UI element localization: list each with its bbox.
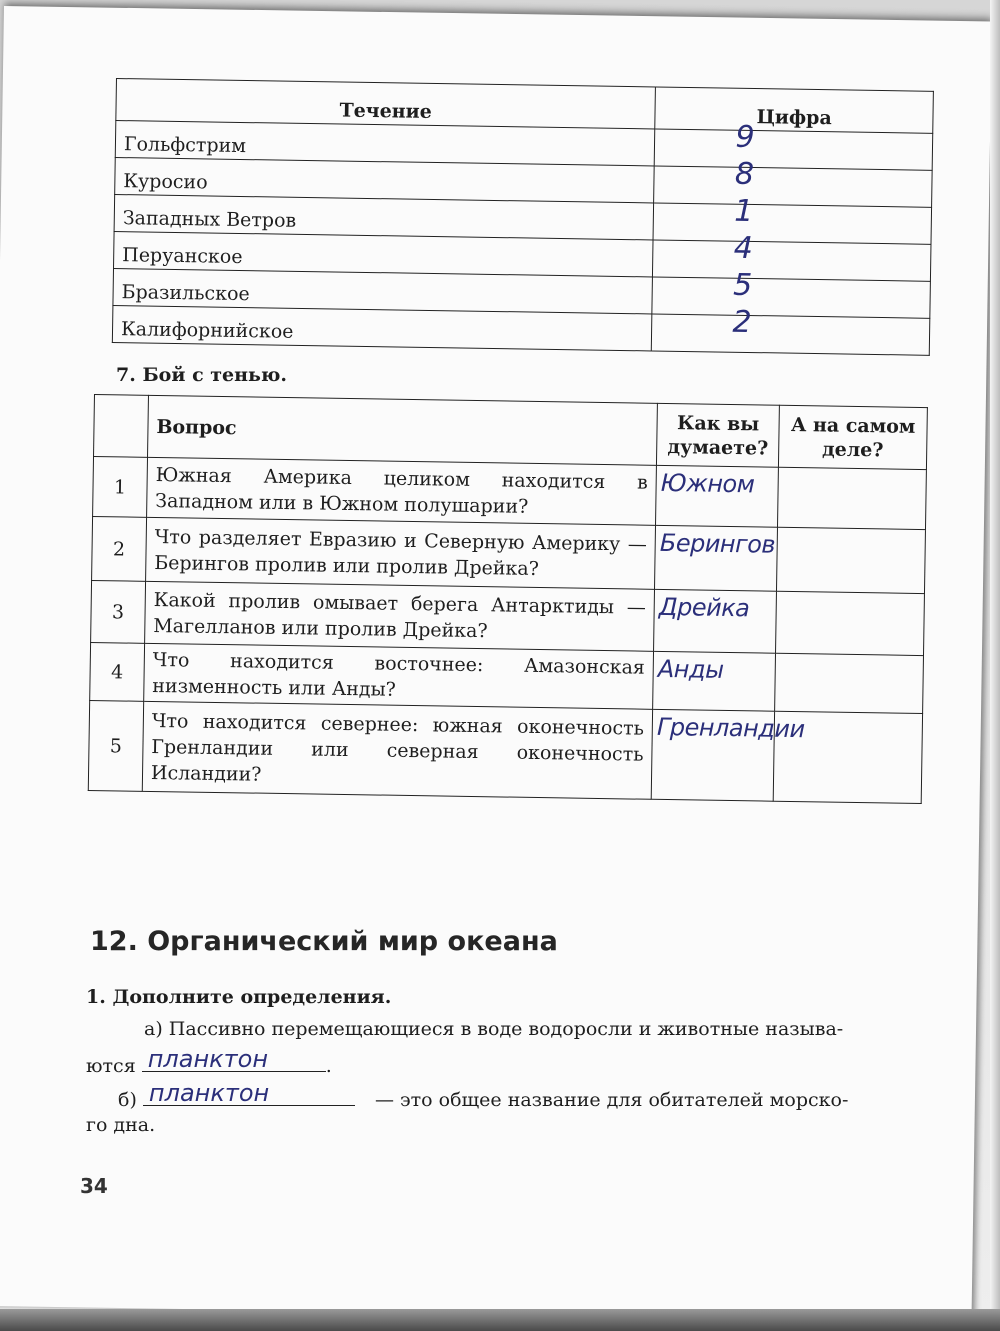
question-number: 2 [92, 516, 147, 581]
guess-cell[interactable] [655, 525, 778, 591]
currents-table [112, 78, 934, 356]
actual-cell[interactable] [778, 467, 927, 529]
digit-cell[interactable] [655, 119, 933, 170]
header-your-guess: Как вы думаете? [657, 403, 780, 467]
question-text: Что находится севернее: южная оконечность Гренландии или северная оконечность Исландии? [142, 701, 653, 799]
guess-cell[interactable] [653, 651, 776, 711]
header-current: Течение [116, 79, 656, 129]
current-name: Бразильское [113, 268, 653, 313]
definition-b-line2: го дна. [86, 1114, 156, 1136]
guess-cell[interactable] [654, 589, 777, 653]
handwritten-answer: Анды [657, 654, 724, 684]
definition-b-line1 [118, 1079, 849, 1111]
handwritten-answer: планктон [147, 1045, 269, 1073]
page-number: 34 [80, 1174, 108, 1198]
header-digit: Цифра [655, 87, 933, 133]
handwritten-digit: 4 [733, 230, 754, 267]
actual-cell[interactable] [777, 527, 926, 593]
definition-a-line2 [86, 1045, 332, 1077]
definition-a-period: . [325, 1055, 332, 1077]
digit-cell[interactable] [653, 230, 931, 281]
definition-a-blank[interactable] [142, 1045, 326, 1073]
handwritten-digit: 9 [735, 119, 755, 156]
question-text: Южная Америка целиком находится в Западном или в Южном полушарии? [147, 457, 657, 525]
definition-b-prefix: б) [118, 1089, 137, 1111]
current-name: Перуанское [114, 231, 654, 276]
handwritten-digit: 8 [734, 156, 755, 193]
definition-a-line1: а) Пассивно перемещающиеся в воде водоросли и животные называ- [144, 1018, 844, 1040]
definition-b-text: — это общее название для обитателей морско- [374, 1089, 849, 1111]
handwritten-answer: Южном [660, 468, 755, 499]
shadow-fight-table [88, 394, 928, 804]
guess-cell[interactable] [656, 465, 779, 527]
question-text: Что находится восточнее: Амазонская низменность или Анды? [144, 643, 654, 709]
question-number: 4 [90, 642, 145, 701]
handwritten-digit: 2 [732, 304, 752, 341]
digit-cell[interactable] [654, 156, 932, 207]
task1-title: 1. Дополните определения. [86, 986, 392, 1008]
current-name: Калифорнийское [112, 305, 652, 350]
question-number: 5 [88, 700, 143, 791]
task7-title: 7. Бой с тенью. [116, 364, 288, 386]
digit-cell[interactable] [653, 193, 931, 244]
current-name: Куросио [115, 157, 655, 202]
handwritten-digit: 5 [732, 267, 753, 304]
header-question: Вопрос [147, 395, 657, 465]
actual-cell[interactable] [775, 653, 924, 713]
question-number: 3 [91, 580, 146, 643]
handwritten-answer: планктон [148, 1079, 270, 1107]
digit-cell[interactable] [652, 304, 930, 355]
header-actual: А на самом деле? [779, 405, 928, 469]
table-row [88, 700, 922, 803]
question-text: Какой пролив омывает берега Антарктиды — Магелланов или пролив Дрейка? [145, 581, 655, 651]
current-name: Западных Ветров [114, 194, 654, 239]
definition-b-blank[interactable] [143, 1079, 355, 1107]
question-number: 1 [93, 457, 148, 518]
section-title: 12. Органический мир океана [90, 926, 558, 957]
current-name: Гольфстрим [115, 121, 655, 166]
header-number [94, 395, 149, 458]
handwritten-answer: Берингов [659, 528, 776, 559]
actual-cell[interactable] [776, 591, 925, 655]
guess-cell[interactable] [651, 709, 805, 801]
handwritten-answer: Дрейка [658, 592, 750, 623]
handwritten-digit: 1 [734, 193, 754, 230]
handwritten-answer: Гренландии [656, 712, 805, 744]
question-text: Что разделяет Евразию и Северную Америку — Берингов пролив или пролив Дрейка? [146, 517, 656, 589]
definition-a-prefix: ются [86, 1055, 136, 1077]
digit-cell[interactable] [652, 267, 930, 318]
